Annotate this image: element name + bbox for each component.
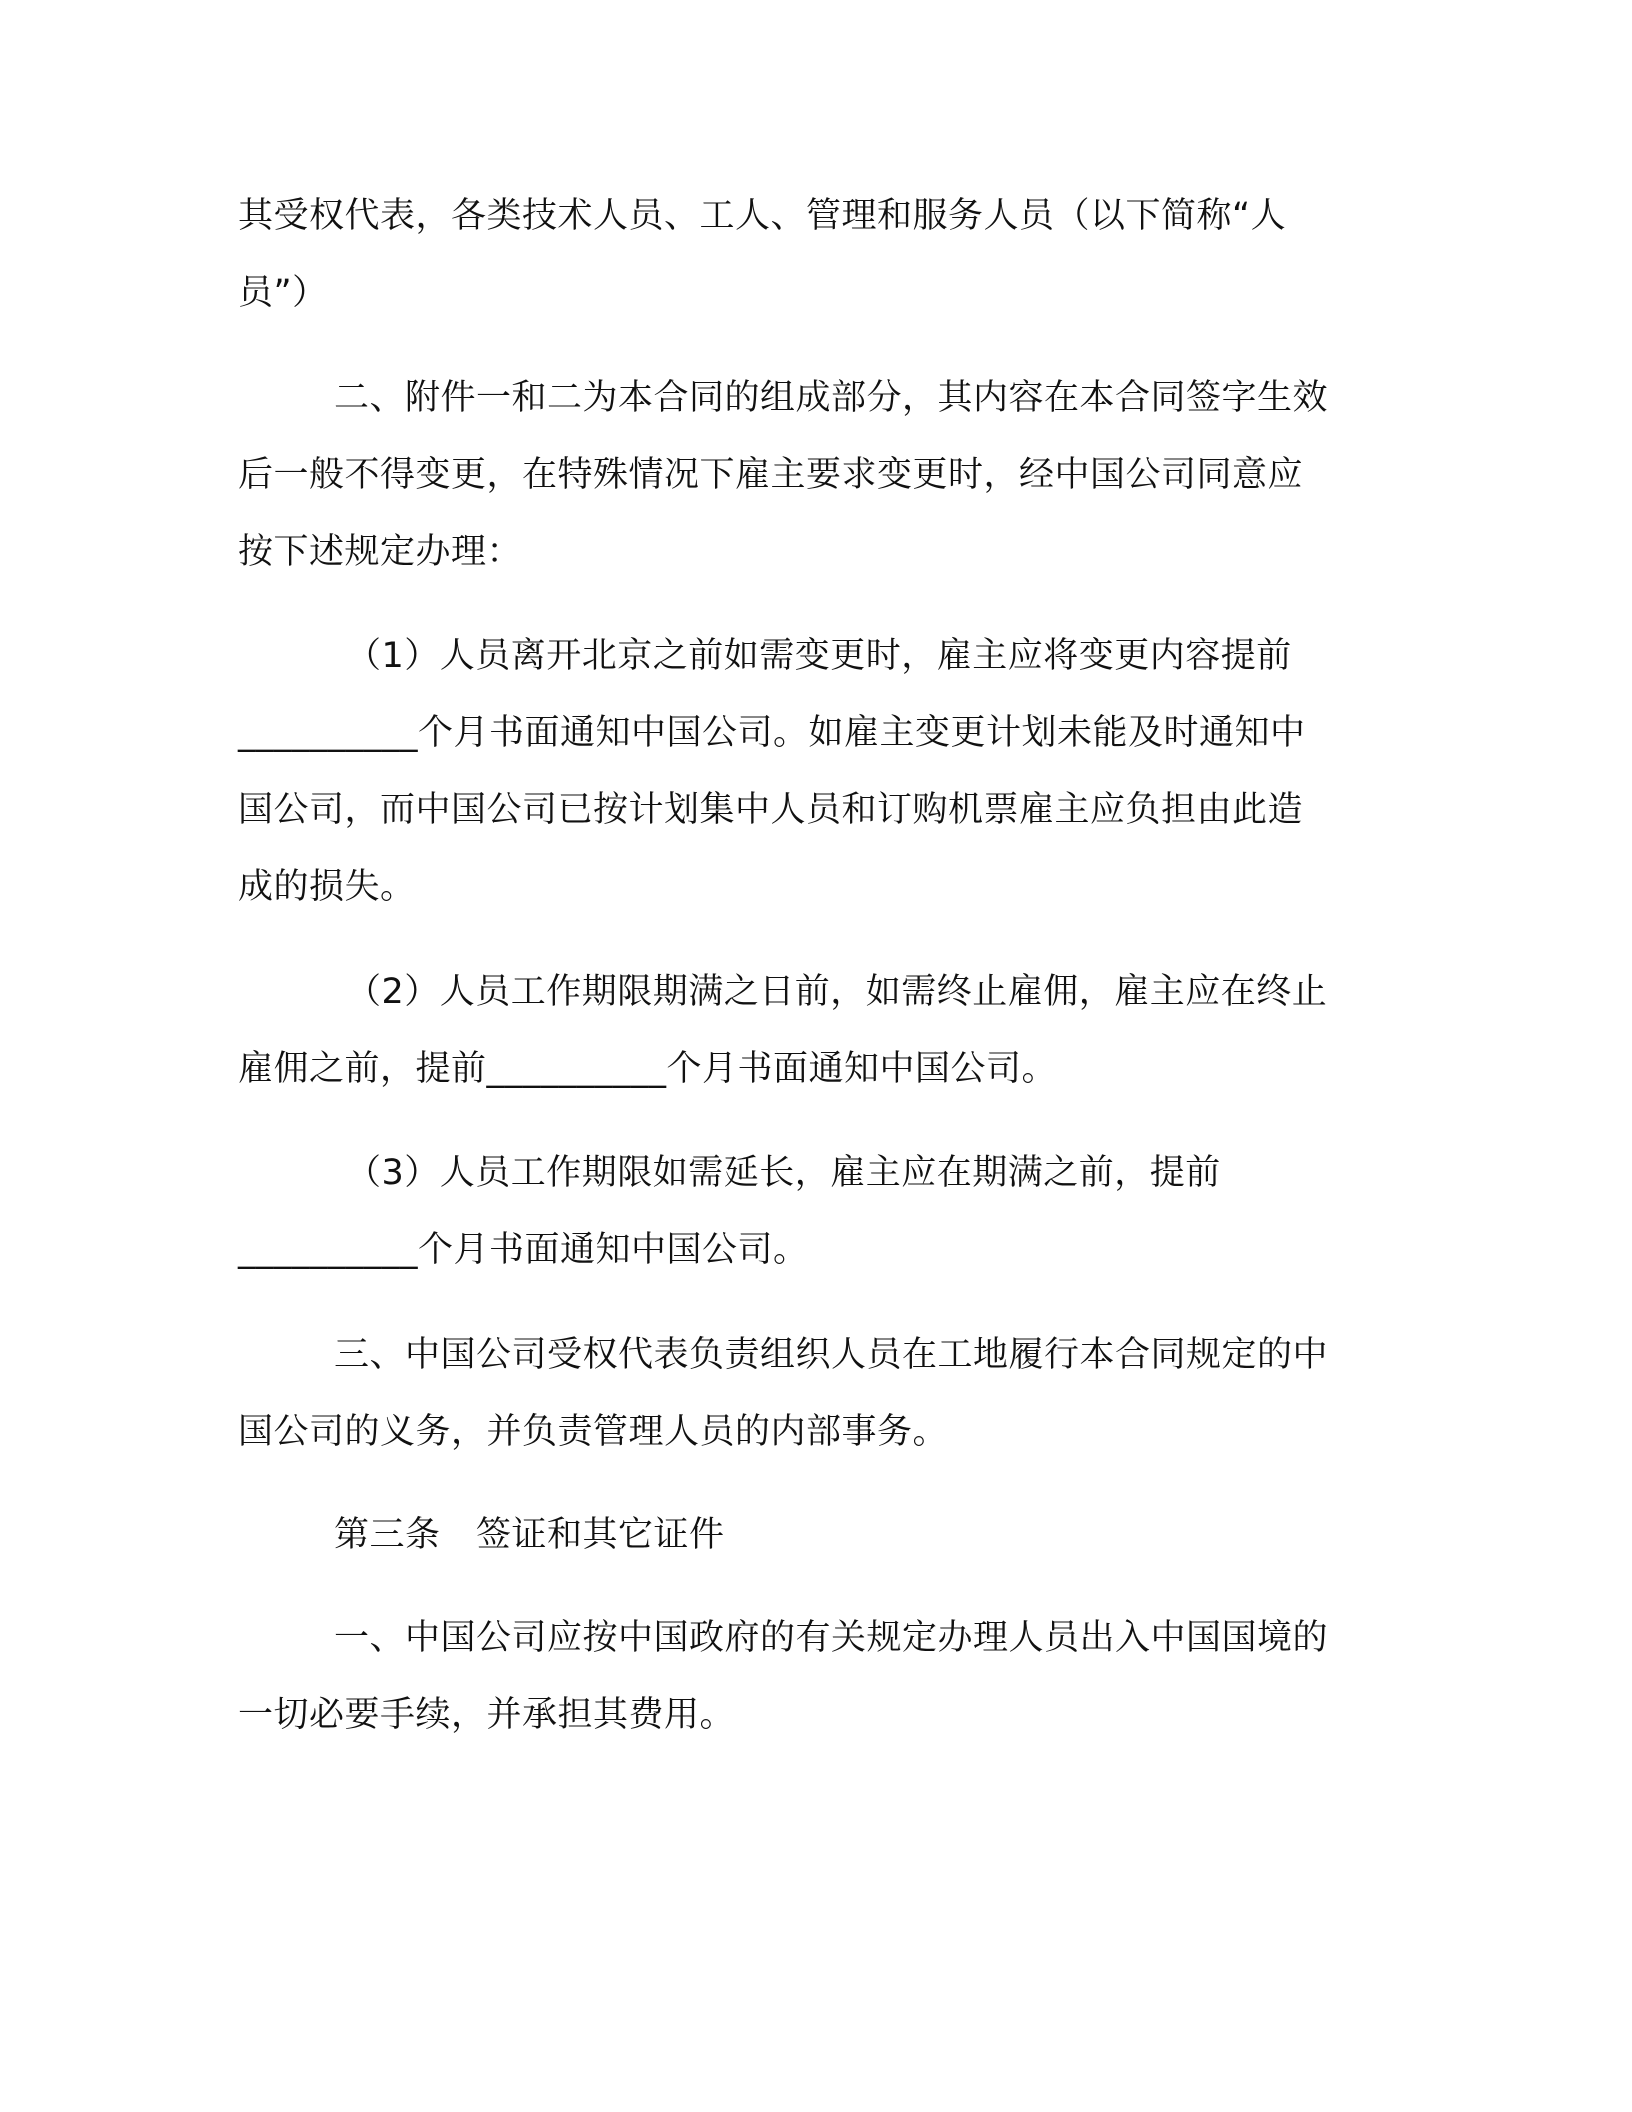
text-line: 按下述规定办理： — [238, 532, 523, 572]
text-line: 员”） — [238, 273, 328, 313]
list-item-2 — [238, 954, 1378, 1108]
text-line: 国公司的义务，并负责管理人员的内部事务。 — [238, 1412, 949, 1452]
article-three-heading — [238, 1497, 1378, 1574]
list-item-3 — [238, 1135, 1378, 1289]
text-line: （2）人员工作期限期满之日前，如需终止雇佣，雇主应在终止 — [346, 972, 1328, 1012]
text-line: 一切必要手续，并承担其费用。 — [238, 1695, 736, 1735]
text-line: 雇佣之前，提前__________个月书面通知中国公司。 — [238, 1049, 1058, 1089]
paragraph-personnel-definition — [238, 178, 1378, 332]
text-line: 一、中国公司应按中国政府的有关规定办理人员出入中国国境的 — [334, 1618, 1329, 1658]
text-line: 成的损失。 — [238, 867, 416, 907]
text-line: __________个月书面通知中国公司。如雇主变更计划未能及时通知中 — [238, 713, 1306, 753]
text-line: 二、附件一和二为本合同的组成部分，其内容在本合同签字生效 — [334, 378, 1329, 418]
text-line: __________个月书面通知中国公司。 — [238, 1230, 809, 1270]
text-line: 国公司，而中国公司已按计划集中人员和订购机票雇主应负担由此造 — [238, 790, 1304, 830]
text-line: 其受权代表，各类技术人员、工人、管理和服务人员（以下简称“人 — [238, 196, 1287, 236]
heading-text: 第三条 签证和其它证件 — [334, 1515, 725, 1555]
text-line: 后一般不得变更，在特殊情况下雇主要求变更时，经中国公司同意应 — [238, 455, 1304, 495]
text-line: （3）人员工作期限如需延长，雇主应在期满之前，提前 — [346, 1153, 1221, 1193]
list-item-1 — [238, 618, 1378, 926]
text-line: 三、中国公司受权代表负责组织人员在工地履行本合同规定的中 — [334, 1335, 1329, 1375]
paragraph-section-three — [238, 1317, 1378, 1471]
paragraph-visa-section-one — [238, 1600, 1378, 1754]
text-line: （1）人员离开北京之前如需变更时，雇主应将变更内容提前 — [346, 636, 1292, 676]
paragraph-section-two — [238, 360, 1378, 591]
